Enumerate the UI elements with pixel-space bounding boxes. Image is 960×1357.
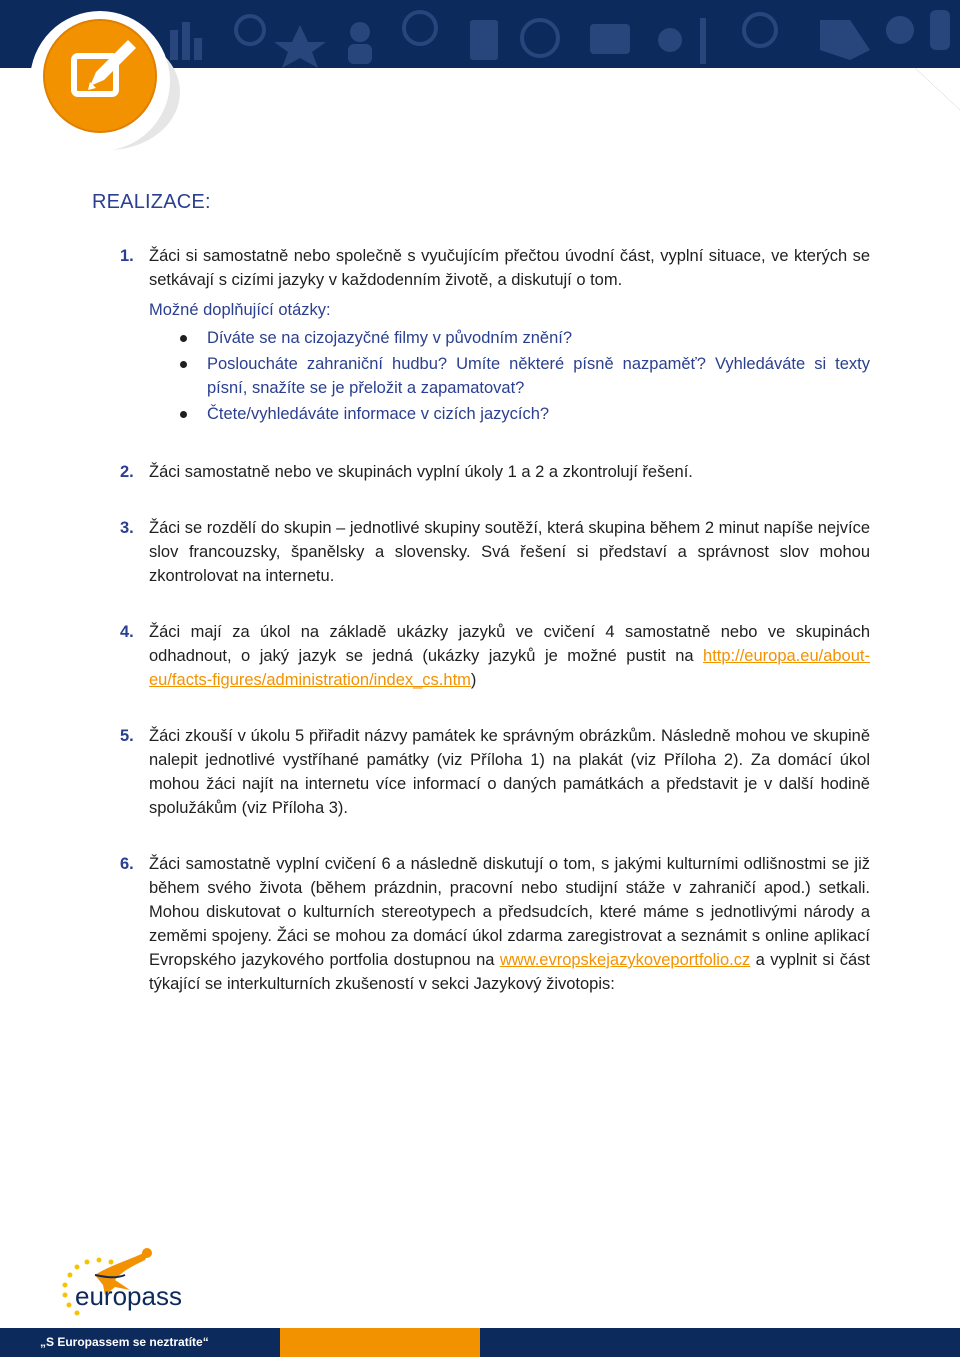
europass-logo	[55, 1245, 205, 1320]
step-text-end: )	[470, 671, 477, 689]
europass-logo-text: europass	[75, 1281, 182, 1311]
step-1	[90, 244, 870, 428]
step-text: Žáci mají za úkol na základě ukázky jazyků ve cvičení 4 samostatně nebo ve skupinách odhadnout, o jaký jazyk se jedná (ukázky jazyků je možné pustit na	[149, 623, 870, 665]
step-number: 1.	[120, 247, 134, 265]
list-item: Posloucháte zahraniční hudbu? Umíte některé písně nazpaměť? Vyhledáváte si texty písní, snažíte se je přeložit a zapamatovat?	[149, 352, 870, 400]
section-title: REALIZACE:	[92, 191, 211, 213]
question-list	[149, 326, 870, 426]
step-number: 2.	[120, 463, 134, 481]
step-body	[149, 852, 870, 996]
step-number: 3.	[120, 519, 134, 537]
step-number: 4.	[120, 623, 134, 641]
europa-link[interactable]: http://europa.eu/about-eu/facts-figures/administration/index_cs.htm	[149, 647, 870, 689]
step-number: 5.	[120, 727, 134, 745]
step-4	[90, 620, 870, 692]
sub-heading: Možné doplňující otázky:	[149, 301, 331, 319]
step-text: Žáci si samostatně nebo společně s vyučujícím přečtou úvodní část, vyplní situace, ve kterých se setkávají s cizími jazyky v každodenním životě, a diskutují o tom.	[149, 247, 870, 289]
step-6	[90, 852, 870, 996]
header-logo	[20, 6, 185, 156]
edit-pencil-icon	[20, 6, 185, 156]
step-number: 6.	[120, 855, 134, 873]
portfolio-link[interactable]: www.evropskejazykoveportfolio.cz	[499, 951, 751, 969]
step-text: Žáci samostatně nebo ve skupinách vyplní úkoly 1 a 2 a zkontrolují řešení.	[149, 463, 693, 481]
document-content	[90, 190, 870, 1028]
step-body	[149, 244, 870, 428]
step-body	[149, 620, 870, 692]
list-item: Čtete/vyhledáváte informace v cizích jazycích?	[149, 402, 870, 426]
list-item: Díváte se na cizojazyčné filmy v původním znění?	[149, 326, 870, 350]
step-text-end: a vyplnit si část týkající se interkulturních zkušeností v sekci Jazykový životopis:	[149, 951, 870, 993]
footer-bar	[0, 1328, 960, 1357]
step-2	[90, 460, 870, 484]
step-text: Žáci se rozdělí do skupin – jednotlivé skupiny soutěží, která skupina během 2 minut napíše nejvíce slov francouzsky, španělsky a slovensky. Svá řešení si představí a správnost slov mohou zkontrolovat na internetu.	[149, 519, 870, 585]
step-text: Žáci zkouší v úkolu 5 přiřadit názvy památek ke správným obrázkům. Následně mohou ve skupině nalepit jednotlivé vystříhané památky (viz Příloha 1) na plakát (viz Příloha 2). Za domácí úkol mohou žáci najít na internetu více informací o daných památkách a představit je v další hodině spolužákům (viz Příloha 3).	[149, 727, 870, 817]
step-text: Žáci samostatně vyplní cvičení 6 a následně diskutují o tom, s jakými kulturními odlišnostmi se již během svého života (během prázdnin, pracovní nebo studijní stáže v zahraničí apod.) setkali. Mohou diskutovat o kulturních stereotypech a předsudcích, které máme s jednotlivými národy a zeměmi spojeny. Žáci se mohou za domácí úkol zdarma zaregistrovat a seznámit s online aplikací Evropského jazykového portfolia dostupnou na	[149, 855, 870, 969]
step-3	[90, 516, 870, 588]
footer-slogan: „S Europassem se neztratíte“	[40, 1335, 209, 1349]
step-5	[90, 724, 870, 820]
